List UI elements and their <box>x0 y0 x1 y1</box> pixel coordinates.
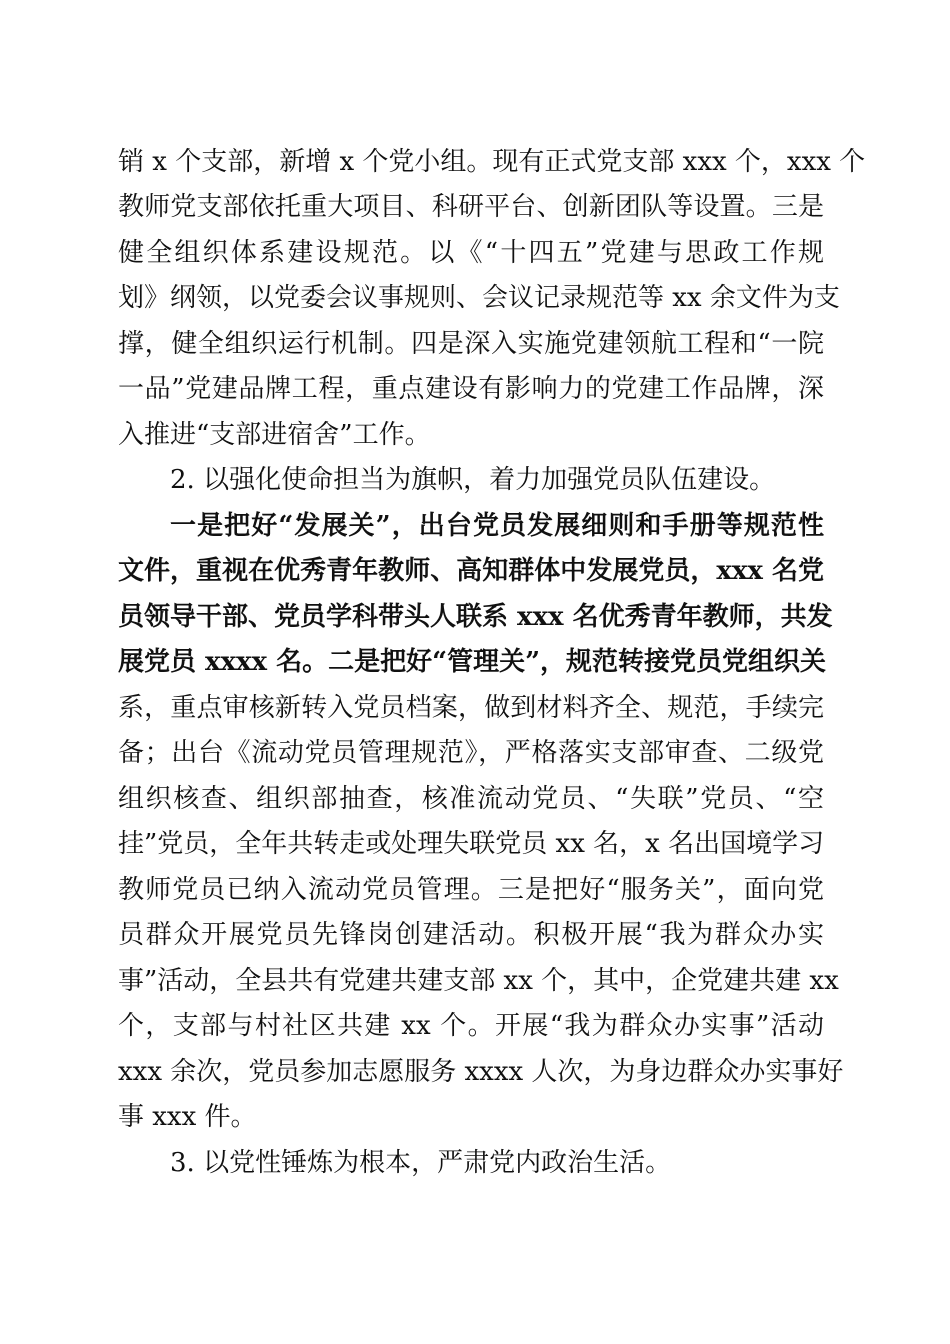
paragraph-line: 挂”党员，全年共转走或处理失联党员 xx 名，x 名出国境学习 <box>118 829 825 859</box>
paragraph-line: 健全组织体系建设规范。以《“十四五”党建与思政工作规 <box>118 238 824 268</box>
paragraph-line: 文件，重视在优秀青年教师、高知群体中发展党员，xxx 名党 <box>118 556 824 586</box>
section-heading-2: 2. 以强化使命担当为旗帜，着力加强党员队伍建设。 <box>170 465 776 495</box>
paragraph-line: 教师党支部依托重大项目、科研平台、创新团队等设置。三是 <box>118 192 824 222</box>
section-heading-3: 3. 以党性锤炼为根本，严肃党内政治生活。 <box>170 1148 672 1178</box>
paragraph-line: 展党员 xxxx 名。二是把好“管理关”，规范转接党员党组织关 <box>118 647 827 677</box>
paragraph-line: 撑，健全组织运行机制。四是深入实施党建领航工程和“一院 <box>118 329 824 359</box>
paragraph-line: 系，重点审核新转入党员档案，做到材料齐全、规范，手续完 <box>118 693 824 723</box>
paragraph-line: 入推进“支部进宿舍”工作。 <box>118 420 431 450</box>
paragraph-line: xxx 余次，党员参加志愿服务 xxxx 人次，为身边群众办实事好 <box>118 1057 844 1087</box>
paragraph-line: 销 x 个支部，新增 x 个党小组。现有正式党支部 xxx 个，xxx 个 <box>118 147 866 177</box>
paragraph-line: 员领导干部、党员学科带头人联系 xxx 名优秀青年教师，共发 <box>118 602 833 632</box>
paragraph-line: 员群众开展党员先锋岗创建活动。积极开展“我为群众办实 <box>118 920 824 950</box>
paragraph-line: 组织核查、组织部抽查，核准流动党员、“失联”党员、“空 <box>118 784 824 814</box>
paragraph-line: 事”活动，全县共有党建共建支部 xx 个，其中，企党建共建 xx <box>118 966 839 996</box>
paragraph-line: 一品”党建品牌工程，重点建设有影响力的党建工作品牌，深 <box>118 374 824 404</box>
paragraph-line: 事 xxx 件。 <box>118 1102 257 1132</box>
paragraph-line: 个，支部与村社区共建 xx 个。开展“我为群众办实事”活动 <box>118 1011 824 1041</box>
paragraph-line: 教师党员已纳入流动党员管理。三是把好“服务关”，面向党 <box>118 875 824 905</box>
paragraph-line: 划》纲领，以党委会议事规则、会议记录规范等 xx 余文件为支 <box>118 283 840 313</box>
paragraph-line: 备；出台《流动党员管理规范》，严格落实支部审查、二级党 <box>118 738 824 768</box>
paragraph-line-first: 一是把好“发展关”，出台党员发展细则和手册等规范性 <box>170 511 824 541</box>
